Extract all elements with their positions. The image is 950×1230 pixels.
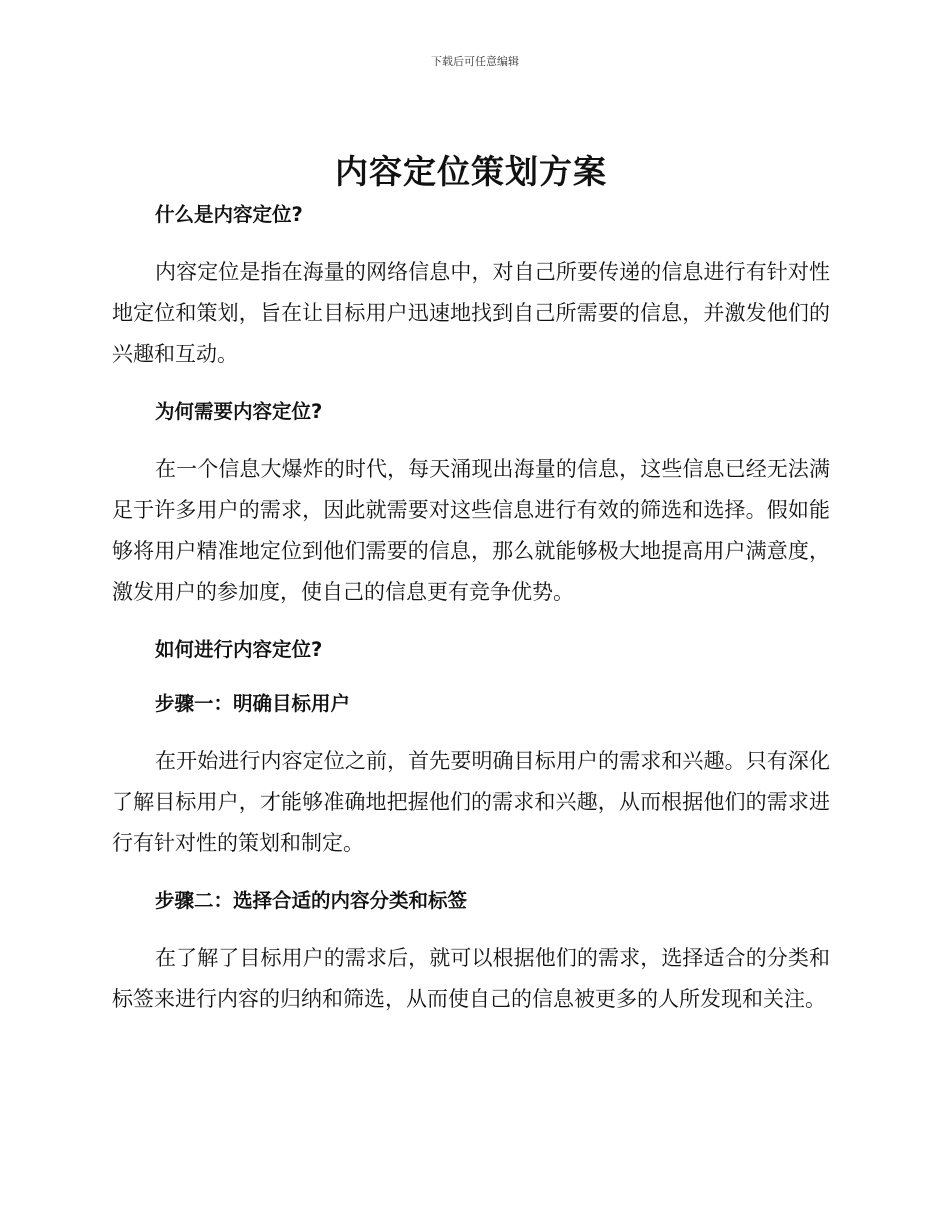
- section-heading: 什么是内容定位?: [155, 203, 303, 226]
- section-what-is: [112, 198, 830, 395]
- section-heading: 步骤一：明确目标用户: [155, 692, 351, 715]
- document-body: [112, 148, 830, 1020]
- section-how: [112, 633, 830, 687]
- section-paragraph: 在一个信息大爆炸的时代，每天涌现出海量的信息，这些信息已经无法满足于许多用户的需求，因此就需要对这些信息进行有效的筛选和选择。假如能够将用户精准地定位到他们需要的信息，那么就能够极大地提高用户满意度，激发用户的参加度，使自己的信息更有竞争优势。: [112, 457, 830, 604]
- section-why: [112, 395, 830, 633]
- section-heading: 如何进行内容定位?: [155, 638, 323, 661]
- page-header-note: 下载后可任意编辑: [431, 55, 519, 68]
- section-heading: 为何需要内容定位?: [155, 400, 323, 423]
- section-paragraph: 内容定位是指在海量的网络信息中，对自己所要传递的信息进行有针对性地定位和策划，旨在让目标用户迅速地找到自己所需要的信息，并激发他们的兴趣和互动。: [112, 260, 830, 366]
- section-paragraph: 在开始进行内容定位之前，首先要明确目标用户的需求和兴趣。只有深化了解目标用户，才能够准确地把握他们的需求和兴趣，从而根据他们的需求进行有针对性的策划和制定。: [112, 749, 830, 855]
- section-step-two: [112, 884, 830, 1020]
- section-step-one: [112, 687, 830, 884]
- section-paragraph: 在了解了目标用户的需求后，就可以根据他们的需求，选择适合的分类和标签来进行内容的归纳和筛选，从而使自己的信息被更多的人所发现和关注。: [112, 946, 830, 1011]
- document-title: 内容定位策划方案: [335, 152, 607, 191]
- section-heading: 步骤二：选择合适的内容分类和标签: [155, 889, 468, 912]
